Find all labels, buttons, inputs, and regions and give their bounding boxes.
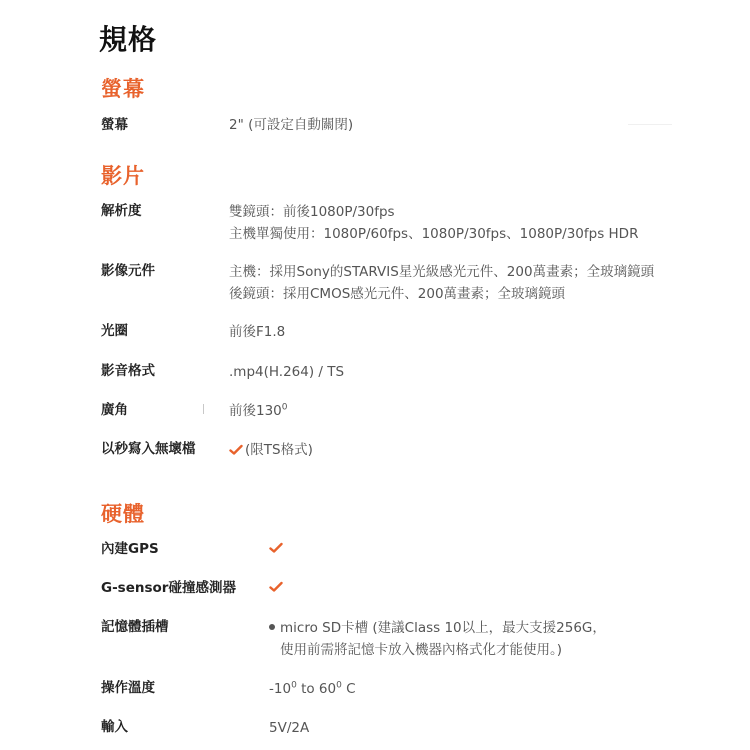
- memory-slot-line-2: 使用前需將記憶卡放入機器內格式化才能使用。): [280, 642, 563, 658]
- check-icon: [269, 542, 283, 554]
- temp-unit: C: [341, 681, 356, 697]
- spec-value-memory-slot: [269, 617, 606, 661]
- resolution-line-dual: 雙鏡頭：前後1080P/30fps: [229, 204, 395, 220]
- check-icon: [269, 581, 283, 593]
- spec-label-image-sensor: 影像元件: [101, 263, 155, 279]
- divider-tick: [203, 404, 204, 414]
- degree-sup: 0: [291, 680, 297, 691]
- spec-label-gps: 內建GPS: [101, 541, 159, 557]
- spec-value-screen: 2" (可設定自動關閉): [229, 117, 354, 133]
- spec-value-g-sensor: [269, 576, 285, 598]
- spec-value-no-corrupt-file: [229, 439, 313, 461]
- spec-label-operating-temp: 操作溫度: [101, 680, 155, 696]
- spec-value-aperture: 前後F1.8: [229, 324, 286, 340]
- degree-sup: 0: [281, 402, 288, 413]
- spec-value-video-format: .mp4(H.264) / TS: [229, 364, 345, 380]
- temp-min: -10: [269, 681, 292, 697]
- spec-label-no-corrupt-file: 以秒寫入無壞檔: [101, 441, 196, 457]
- check-icon: [229, 444, 243, 456]
- spec-label-input: 輸入: [101, 719, 128, 735]
- spec-label-g-sensor: G-sensor碰撞感測器: [101, 580, 236, 596]
- section-title-video: 影片: [101, 164, 145, 188]
- spec-label-video-format: 影音格式: [101, 363, 155, 379]
- section-title-hardware: 硬體: [101, 502, 145, 526]
- spec-value-input: 5V/2A: [269, 720, 310, 736]
- spec-label-resolution: 解析度: [101, 203, 142, 219]
- spec-label-aperture: 光圈: [101, 323, 128, 339]
- sensor-line-main: 主機：採用Sony的STARVIS星光級感光元件、200萬畫素；全玻璃鏡頭: [229, 264, 655, 280]
- spec-value-resolution: [229, 201, 638, 245]
- spec-label-wide-angle: 廣角: [101, 402, 128, 418]
- spec-label-memory-slot: 記憶體插槽: [101, 619, 169, 635]
- temp-max: to 60: [296, 681, 337, 697]
- memory-slot-text-1: micro SD卡槽 (建議Class 10以上，最大支援256G，: [280, 620, 606, 636]
- bullet-icon: [269, 624, 275, 630]
- page-title: 規格: [99, 23, 158, 56]
- spec-value-gps: [269, 537, 285, 559]
- section-title-screen: 螢幕: [101, 77, 145, 101]
- spec-value-wide-angle: [229, 400, 288, 422]
- resolution-line-main: 主機單獨使用：1080P/60fps、1080P/30fps、1080P/30fps HDR: [229, 226, 639, 242]
- degree-sup: 0: [336, 680, 342, 691]
- spec-value-operating-temp: [269, 678, 356, 700]
- no-corrupt-file-note: (限TS格式): [245, 442, 313, 458]
- divider: [628, 124, 672, 125]
- spec-label-screen: 螢幕: [101, 117, 128, 133]
- wide-angle-value: 前後130: [229, 403, 282, 419]
- spec-value-image-sensor: [229, 261, 654, 305]
- sensor-line-rear: 後鏡頭：採用CMOS感光元件、200萬畫素；全玻璃鏡頭: [229, 286, 566, 302]
- memory-slot-line-1: [269, 617, 606, 639]
